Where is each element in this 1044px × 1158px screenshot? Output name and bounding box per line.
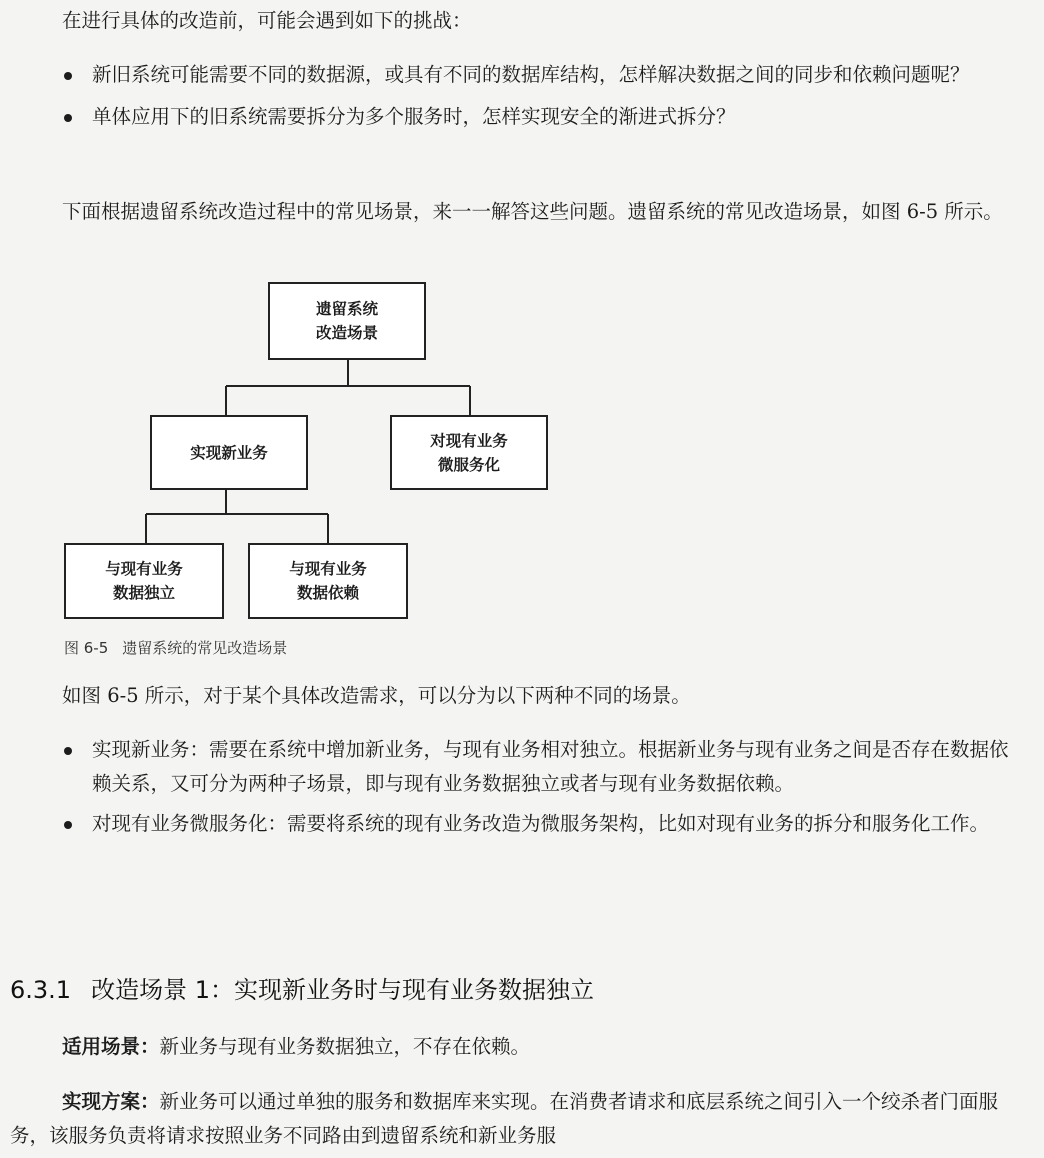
list-item — [0, 100, 1020, 134]
node-root-line-1: 遗留系统 — [315, 300, 378, 318]
scenario-tree-diagram — [0, 270, 1044, 630]
node-data-independent-line-2: 数据独立 — [112, 584, 175, 602]
node-microservice-line-2: 微服务化 — [437, 455, 500, 474]
scenario-item-1: 实现新业务：需要在系统中增加新业务，与现有业务相对独立。根据新业务与现有业务之间是否存在数据依赖关系，又可分为两种子场景，即与现有业务数据独立或者与现有业务数据依赖。 — [92, 738, 1009, 795]
challenge-list — [0, 58, 1044, 134]
list-item — [0, 807, 1020, 841]
node-data-dependent-line-1: 与现有业务 — [289, 560, 367, 578]
list-item — [0, 733, 1020, 801]
list-item — [0, 58, 1020, 92]
figure-caption-text: 遗留系统的常见改造场景 — [122, 639, 288, 657]
solution-label: 实现方案： — [62, 1090, 160, 1113]
solution-paragraph — [10, 1085, 1020, 1153]
scenario-list — [0, 733, 1044, 841]
section-title: 改造场景 1：实现新业务时与现有业务数据独立 — [91, 976, 594, 1004]
challenge-item-2: 单体应用下的旧系统需要拆分为多个服务时，怎样实现安全的渐进式拆分？ — [92, 105, 736, 128]
scenario-lead: 下面根据遗留系统改造过程中的常见场景，来一一解答这些问题。遗留系统的常见改造场景，如图 6-5 所示。 — [62, 200, 1003, 223]
solution-text: 新业务可以通过单独的服务和数据库来实现。在消费者请求和底层系统之间引入一个绞杀者门面服务，该服务负责将请求按照业务不同路由到遗留系统和新业务服 — [10, 1090, 999, 1147]
node-data-independent — [64, 543, 224, 619]
bullet-icon — [64, 114, 72, 122]
node-microservice-line-1: 对现有业务 — [430, 431, 508, 450]
scenarios-lead: 如图 6-5 所示，对于某个具体改造需求，可以分为以下两种不同的场景。 — [62, 684, 691, 707]
node-data-dependent-line-2: 数据依赖 — [296, 584, 359, 602]
challenge-lead: 在进行具体的改造前，可能会遇到如下的挑战： — [62, 9, 472, 32]
node-data-independent-line-1: 与现有业务 — [105, 560, 183, 578]
bullet-icon — [64, 747, 72, 755]
figure-number: 图 6-5 — [64, 639, 109, 657]
node-microservice — [390, 415, 548, 490]
node-root — [268, 282, 426, 360]
applicable-text: 新业务与现有业务数据独立，不存在依赖。 — [159, 1035, 531, 1058]
node-root-line-2: 改造场景 — [315, 324, 378, 342]
node-new-business — [150, 415, 308, 490]
figure-caption — [64, 637, 287, 658]
section-number: 6.3.1 — [10, 976, 72, 1004]
bullet-icon — [64, 72, 72, 80]
applicable-label: 适用场景： — [62, 1035, 160, 1058]
scenario-item-2: 对现有业务微服务化：需要将系统的现有业务改造为微服务架构，比如对现有业务的拆分和服务化工作。 — [92, 812, 990, 835]
applicable-paragraph — [10, 1030, 1020, 1064]
challenge-item-1: 新旧系统可能需要不同的数据源，或具有不同的数据库结构，怎样解决数据之间的同步和依赖问题呢？ — [92, 63, 970, 86]
node-new-business-label: 实现新业务 — [190, 443, 268, 462]
section-heading — [10, 970, 594, 1005]
node-data-dependent — [248, 543, 408, 619]
bullet-icon — [64, 821, 72, 829]
